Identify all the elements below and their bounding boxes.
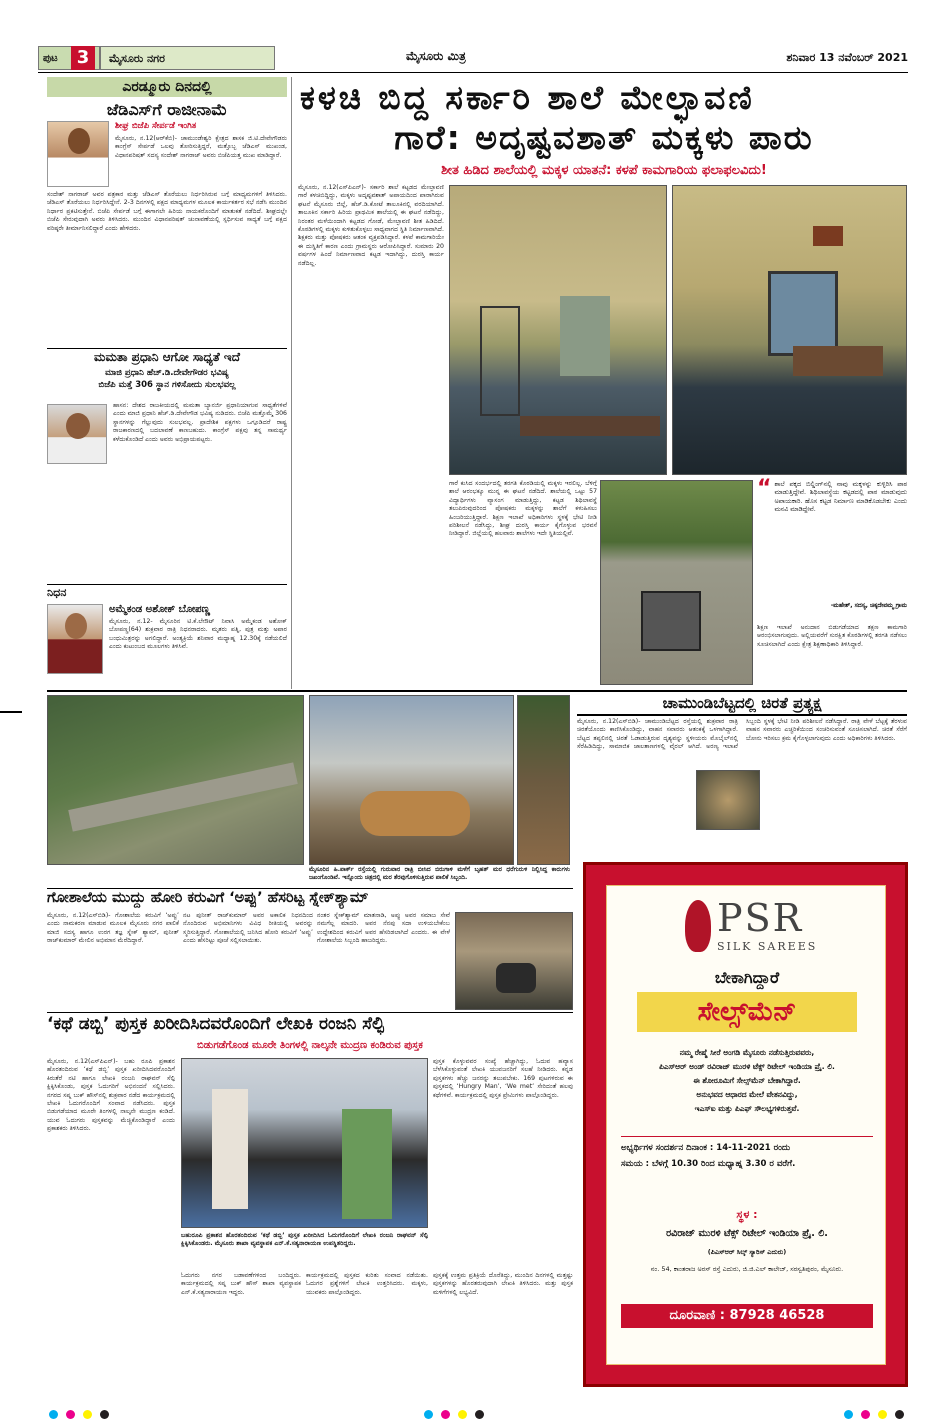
left-story: [47, 77, 287, 347]
book-photo-caption: ಬಹುರೂಪಿ ಪ್ರಕಾಶನ ಹೊರತಂದಿರುವ ‘ಕಥೆ ಡಬ್ಬಿ’ ಪುಸ್ತಕ ಖರೀದಿಸಿದ ಓದುಗರೊಂದಿಗೆ ಲೇಖಕಿ ರಂಜನಿ ರಾಘವನ್ ಸೆಲ್ಫಿ ಕ್ಲಿಕ್ಕಿಸಿಕೊಂಡರು. ಮೈಸೂರು ಶಾಖಾ ವ್ಯವಸ್ಥಾಪಕ ಎನ್.ಕೆ.ಸತ್ಯನಾರಾಯಣ ಉಪಸ್ಥಿತರಿದ್ದರು.: [181, 1232, 428, 1248]
ad-interview: [621, 1136, 873, 1169]
ad-place-name: ರವಿರಾಜ್ ಮುರಳಿ ಟೆಕ್ಸ್ ರಿಟೇಲ್ ಇಂಡಿಯಾ ಪ್ರೈ. ಲಿ.: [666, 1228, 828, 1239]
left-subhead: ಶೀಘ್ರ ಬಿಜೆಪಿ ಸೇರ್ಪಡೆ ಇಂಗಿತ: [115, 121, 197, 131]
storm-aerial-photo: [47, 695, 304, 865]
ad-desc-4: ಅನುಭವದ ಆಧಾರದ ಮೇಲೆ ವೇತನವಿದ್ದು,: [696, 1090, 798, 1099]
lead-headline-2: ಗಾರೆ: ಅದೃಷ್ಟವಶಾತ್ ಮಕ್ಕಳು ಪಾರು: [394, 118, 814, 157]
left-body-1: ಮೈಸೂರು, ನ.12(ಆರ್‌ಕೆಬಿ)- ಚಾಮುಂಡೇಶ್ವರಿ ಕ್ಷೇತ್ರದ ಶಾಸಕ ಜಿ.ಟಿ.ದೇವೇಗೌಡರು ಕಾಂಗ್ರೆಸ್ ಸೇರ್ಪಡೆ ಒಲವು ತೋರಿಸುತ್ತಿದ್ದರೆ, ಮತ್ತೊಬ್ಬ ಜೆಡಿಎಸ್ ಮುಖಂಡ, ವಿಧಾನಪರಿಷತ್ ಸದಸ್ಯ ಸಂದೇಶ್ ನಾಗರಾಜ್ ಅವರು ಬಿಜೆಪಿಯತ್ತ ಮುಖ ಮಾಡಿದ್ದಾರೆ.: [115, 135, 287, 159]
header-rule: [38, 72, 908, 73]
obituary-section: ನಿಧನ: [47, 586, 67, 599]
page-header: [38, 46, 908, 72]
hdk-headline: ಮಮತಾ ಪ್ರಧಾನಿ ಆಗೋ ಸಾಧ್ಯತೆ ಇದೆ: [94, 350, 240, 364]
calf-col-2: ನಟ ಪುನೀತ್ ರಾಜ್‌ಕುಮಾರ್ ಅವರ ಅಕಾಲಿಕ ನಿಧನದಿಂದ ನೊಂದಿರುವ ಅಭಿಮಾನಿಗಳು ವಿವಿಧ ರೀತಿಯಲ್ಲಿ ಅವರನ್ನು ಸ್ಮರಿಸುತ್ತಿದ್ದಾರೆ. ಗೋಶಾಲೆಯಲ್ಲಿ ಜನಿಸಿದ ಹೋರಿ ಕರುವಿಗೆ ‘ಅಪ್ಪು’ ಎಂದು ಹೆಸರಿಟ್ಟು ಪೂಜೆ ಸಲ್ಲಿಸಲಾಯಿತು.: [183, 912, 313, 945]
psr-logo-icon: [685, 900, 711, 952]
ad-place-label: ಸ್ಥಳ :: [736, 1208, 758, 1221]
ad-desc: [607, 1046, 887, 1116]
obituary: [47, 586, 287, 690]
ad-inner: [606, 885, 886, 1365]
classroom-photo-right: [672, 185, 907, 475]
obituary-photo: [47, 604, 103, 674]
politician-photo: [47, 121, 109, 187]
page-number-box: [38, 46, 100, 70]
ad-interview-date: ಅಭ್ಯರ್ಥಿಗಳ ಸಂದರ್ಶನ ದಿನಾಂಕ : 14-11-2021 ರಂದು: [621, 1143, 791, 1153]
book-col-5: ಪುಸ್ತಕಕ್ಕೆ ಉತ್ತಮ ಪ್ರತಿಕ್ರಿಯೆ ದೊರೆತಿದ್ದು, ಮುಂದಿನ ದಿನಗಳಲ್ಲಿ ಮತ್ತಷ್ಟು ಪುಸ್ತಕಗಳನ್ನು ಹೊರತರುವುದಾಗಿ ಲೇಖಕಿ ತಿಳಿಸಿದರು. ಮತ್ತು ಪುಸ್ತಕ ಮಳಿಗೆಗಳಲ್ಲಿ ಲಭ್ಯವಿದೆ.: [433, 1272, 573, 1296]
obituary-body: ಮೈಸೂರು, ನ.12- ಮೈಸೂರಿನ ಟಿ.ಕೆ.ಲೇಔಟ್ ನಿವಾಸಿ ಅಮ್ಮೆಕಂಡ ಅಶೋಕ್ ಬೋಪಣ್ಣ(64) ಶುಕ್ರವಾರ ರಾತ್ರಿ ನಿಧನರಾದರು. ಮೃತರು ಪತ್ನಿ, ಪುತ್ರ ಮತ್ತು ಅಪಾರ ಬಂಧುಮಿತ್ರರನ್ನು ಅಗಲಿದ್ದಾರೆ. ಅಂತ್ಯಕ್ರಿಯೆ ಶನಿವಾರ ಮಧ್ಯಾಹ್ನ 12.30ಕ್ಕೆ ನಡೆಯಲಿದೆ ಎಂದು ಕುಟುಂಬದ ಮೂಲಗಳು ತಿಳಿಸಿವೆ.: [109, 618, 287, 651]
quote-box: [757, 476, 907, 620]
left-kicker: ಎರಡ್ಮೂರು ದಿನದಲ್ಲಿ: [47, 77, 287, 97]
quote-mark-icon: “: [757, 476, 772, 501]
section-rule: [47, 1012, 573, 1013]
leopard-headline: ಚಾಮುಂಡಿಬೆಟ್ಟದಲ್ಲಿ ಚಿರತೆ ಪ್ರತ್ಯಕ್ಷ: [577, 694, 907, 716]
book-col-4: ಕಾರ್ಯಕ್ರಮದಲ್ಲಿ ಪುಸ್ತಕದ ಕುರಿತು ಸಂವಾದ ನಡೆಯಿತು. ಓದುಗರ ಪ್ರಶ್ನೆಗಳಿಗೆ ಲೇಖಕಿ ಉತ್ತರಿಸಿದರು. ಮಕ್ಕಳು, ಯುವಕರು ಪಾಲ್ಗೊಂಡಿದ್ದರು.: [306, 1272, 428, 1296]
leopard-body: ಮೈಸೂರು, ನ.12(ಎಸ್‌ಬಿಡಿ)- ಚಾಮುಂಡಿಬೆಟ್ಟದ ರಸ್ತೆಯಲ್ಲಿ ಶುಕ್ರವಾರ ರಾತ್ರಿ ಚಿರತೆಯೊಂದು ಕಾಣಿಸಿಕೊಂಡಿದ್ದು, ವಾಹನ ಸವಾರರು ಆತಂಕಕ್ಕೆ ಒಳಗಾಗಿದ್ದಾರೆ. ಬೆಟ್ಟದ ತಪ್ಪಲಿನಲ್ಲಿ ಚಿರತೆ ಓಡಾಡುತ್ತಿರುವ ದೃಶ್ಯವನ್ನು ಸ್ಥಳೀಯರು ಮೊಬೈಲ್‌ನಲ್ಲಿ ಸೆರೆಹಿಡಿದಿದ್ದು, ಸಾಮಾಜಿಕ ಜಾಲತಾಣಗಳಲ್ಲಿ ವೈರಲ್ ಆಗಿದೆ. ಅರಣ್ಯ ಇಲಾಖೆ ಸಿಬ್ಬಂದಿ ಸ್ಥಳಕ್ಕೆ ಭೇಟಿ ನೀಡಿ ಪರಿಶೀಲನೆ ನಡೆಸಿದ್ದಾರೆ. ರಾತ್ರಿ ವೇಳೆ ಬೆಟ್ಟಕ್ಕೆ ತೆರಳುವ ವಾಹನ ಸವಾರರು ಎಚ್ಚರಿಕೆಯಿಂದ ಸಂಚರಿಸುವಂತೆ ಸೂಚಿಸಲಾಗಿದೆ. ಚಿರತೆ ಸೆರೆಗೆ ಬೋನು ಇರಿಸಲು ಕ್ರಮ ಕೈಗೊಳ್ಳಲಾಗುವುದು ಎಂದು ಅಧಿಕಾರಿಗಳು ತಿಳಿಸಿದರು.: [577, 718, 907, 751]
calf-photo: [455, 912, 573, 1010]
lead-headline-1: ಕಳಚಿ ಬಿದ್ದ ಸರ್ಕಾರಿ ಶಾಲೆ ಮೇಲ್ಛಾವಣಿ: [300, 78, 755, 117]
hdk-bullet-2: ಬಿಜೆಪಿ ಮತ್ತೆ 306 ಸ್ಥಾನ ಗಳಿಸೋದು ಸುಲಭವಲ್ಲ: [98, 380, 236, 390]
registration-marks-right: [840, 1404, 908, 1423]
lead-col-2: ಗಾರೆ ಕುಸಿದ ಸಂದರ್ಭದಲ್ಲಿ ತರಗತಿ ಕೊಠಡಿಯಲ್ಲಿ ಮಕ್ಕಳು ಇರಲಿಲ್ಲ. ಬೆಳಿಗ್ಗೆ ಶಾಲೆ ಆರಂಭಕ್ಕೂ ಮುನ್ನ ಈ ಘಟನೆ ನಡೆದಿದೆ. ಶಾಲೆಯಲ್ಲಿ ಒಟ್ಟು 57 ವಿದ್ಯಾರ್ಥಿಗಳು ವ್ಯಾಸಂಗ ಮಾಡುತ್ತಿದ್ದು, ಕಟ್ಟಡ ಶಿಥಿಲಾವಸ್ಥೆ ತಲುಪಿರುವುದರಿಂದ ಪೋಷಕರು ಮಕ್ಕಳನ್ನು ಶಾಲೆಗೆ ಕಳುಹಿಸಲು ಹಿಂಜರಿಯುತ್ತಿದ್ದಾರೆ. ಶಿಕ್ಷಣ ಇಲಾಖೆ ಅಧಿಕಾರಿಗಳು ಸ್ಥಳಕ್ಕೆ ಭೇಟಿ ನೀಡಿ ಪರಿಶೀಲನೆ ನಡೆಸಿದ್ದು, ಶೀಘ್ರ ದುರಸ್ತಿ ಕಾರ್ಯ ಕೈಗೊಳ್ಳುವ ಭರವಸೆ ನೀಡಿದ್ದಾರೆ. ಜಿಲ್ಲೆಯಲ್ಲಿ ಹಲವಾರು ಶಾಲೆಗಳು ಇದೇ ಸ್ಥಿತಿಯಲ್ಲಿವೆ.: [449, 480, 597, 538]
ad-desc-3: ಈ ಶೋರೂಮಿಗೆ ಸೇಲ್ಸ್‌ಮೆನ್ ಬೇಕಾಗಿದ್ದಾರೆ.: [693, 1076, 801, 1085]
book-col-2: ಪುಸ್ತಕ ಕೊಳ್ಳುವವರ ಸಂಖ್ಯೆ ಹೆಚ್ಚಾಗಿದ್ದು, ಓದುವ ಹವ್ಯಾಸ ಬೆಳೆಸಿಕೊಳ್ಳುವಂತೆ ಲೇಖಕಿ ಯುವಜನರಿಗೆ ಸಲಹೆ ನೀಡಿದರು. ಕನ್ನಡ ಪುಸ್ತಕಗಳು ಹೆಚ್ಚು ಜನರನ್ನು ತಲುಪಬೇಕು. 169 ಪುಟಗಳಿರುವ ಈ ಪುಸ್ತಕದಲ್ಲಿ ‘Hungry Man’, ‘We met’ ಸೇರಿದಂತೆ ಹಲವು ಕಥೆಗಳಿವೆ. ಕಾರ್ಯಕ್ರಮದಲ್ಲಿ ಪುಸ್ತಕ ಪ್ರೇಮಿಗಳು ಪಾಲ್ಗೊಂಡಿದ್ದರು.: [433, 1058, 573, 1099]
left-headline: ಜೆಡಿಎಸ್‌ಗೆ ರಾಜೀನಾಮೆ: [106, 100, 228, 119]
ad-brand: PSR: [717, 896, 804, 940]
lead-col-1: ಮೈಸೂರು, ನ.12(ಎಸ್‌ಪಿಎನ್)- ಸರ್ಕಾರಿ ಶಾಲೆ ಕಟ್ಟಡದ ಮೇಲ್ಛಾವಣಿ ಗಾರೆ ಕಳಚಿಬಿದ್ದಿದ್ದು, ಮಕ್ಕಳು ಅದೃಷ್ಟವಶಾತ್ ಅಪಾಯದಿಂದ ಪಾರಾಗಿರುವ ಘಟನೆ ಮೈಸೂರು ಜಿಲ್ಲೆ, ಹೆಚ್.ಡಿ.ಕೋಟೆ ತಾಲೂಕಿನಲ್ಲಿ ವರದಿಯಾಗಿದೆ. ತಾಲೂಕಿನ ಸರ್ಕಾರಿ ಹಿರಿಯ ಪ್ರಾಥಮಿಕ ಶಾಲೆಯಲ್ಲಿ ಈ ಘಟನೆ ನಡೆದಿದ್ದು, ನಿರಂತರ ಮಳೆಯಿಂದಾಗಿ ಕಟ್ಟಡದ ಗೋಡೆ, ಮೇಲ್ಛಾವಣಿ ಶೀತ ಹಿಡಿದಿದೆ. ಕೊಠಡಿಗಳಲ್ಲಿ ಮಕ್ಕಳು ಕುಳಿತುಕೊಳ್ಳಲು ಸಾಧ್ಯವಾಗದ ಸ್ಥಿತಿ ನಿರ್ಮಾಣವಾಗಿದೆ. ಶಿಕ್ಷಕರು ಮತ್ತು ಪೋಷಕರು ಆತಂಕ ವ್ಯಕ್ತಪಡಿಸಿದ್ದಾರೆ. ಕಳಪೆ ಕಾಮಗಾರಿಯೇ ಈ ದುಸ್ಥಿತಿಗೆ ಕಾರಣ ಎಂದು ಗ್ರಾಮಸ್ಥರು ಆರೋಪಿಸಿದ್ದಾರೆ. ಸುಮಾರು 20 ವರ್ಷಗಳ ಹಿಂದೆ ನಿರ್ಮಾಣವಾದ ಕಟ್ಟಡ ಇದಾಗಿದ್ದು, ದುರಸ್ತಿ ಕಾರ್ಯ ನಡೆದಿಲ್ಲ.: [298, 184, 444, 267]
ad-phone-label: ದೂರವಾಣಿ :: [669, 1308, 725, 1323]
ad-desc-1: ನಮ್ಮ ರೇಷ್ಮೆ ಸೀರೆ ಅಂಗಡಿ ಮೈಸೂರು ನಡೆಸುತ್ತಿರುವವರು,: [679, 1048, 815, 1057]
lead-subhead: ಶೀತ ಹಿಡಿದ ಶಾಲೆಯಲ್ಲಿ ಮಕ್ಕಳ ಯಾತನೆ: ಕಳಪೆ ಕಾಮಗಾರಿಯ ಫಲಾಫಲವಿದು!: [441, 163, 767, 178]
ad-phone: 87928 46528: [729, 1308, 825, 1323]
margin-mark: [0, 711, 22, 713]
ad-place-sub: (ಪಿಎಸ್‌ಆರ್ ಸಿಲ್ಕ್ ಸ್ಯಾರಿಸ್ ಎದುರು): [707, 1248, 787, 1256]
classroom-photo-left: [449, 185, 667, 475]
psr-advertisement: [583, 862, 908, 1387]
crushed-car-photo: [309, 695, 514, 865]
book-col-1: ಮೈಸೂರು, ನ.12(ಎಸ್‌ಪಿಎನ್)- ಬಹು ರೂಪಿ ಪ್ರಕಾಶನ ಹೊರತಂದಿರುವ ‘ಕಥೆ ಡಬ್ಬಿ’ ಪುಸ್ತಕ ಖರೀದಿಸಿದವರೊಂದಿಗೆ ಕಿರುತೆರೆ ನಟಿ ಹಾಗೂ ಲೇಖಕಿ ರಂಜನಿ ರಾಘವನ್ ಸೆಲ್ಫಿ ಕ್ಲಿಕ್ಕಿಸಿಕೊಂಡು, ಪುಸ್ತಕ ಓದುಗರಿಗೆ ಅಭಿನಂದನೆ ಸಲ್ಲಿಸಿದರು. ನಗರದ ಸಪ್ನ ಬುಕ್ ಹೌಸ್‌ನಲ್ಲಿ ಶುಕ್ರವಾರ ನಡೆದ ಕಾರ್ಯಕ್ರಮದಲ್ಲಿ ಲೇಖಕಿ ಓದುಗರೊಂದಿಗೆ ಸಂವಾದ ನಡೆಸಿದರು. ಪುಸ್ತಕ ಬಿಡುಗಡೆಯಾದ ಮೂರೇ ತಿಂಗಳಲ್ಲಿ ನಾಲ್ಕನೇ ಮುದ್ರಣ ಕಂಡಿದೆ. ಯುವ ಓದುಗರು ಪುಸ್ತಕವನ್ನು ಮೆಚ್ಚಿಕೊಂಡಿದ್ದಾರೆ ಎಂದು ಪ್ರಕಾಶಕರು ತಿಳಿಸಿದರು.: [47, 1058, 175, 1133]
quote-text: ಶಾಲೆ ಪಕ್ಕದ ಬಿಲ್ಡಿಂಗ್‌ನಲ್ಲಿ ನಾವು ಮಕ್ಕಳನ್ನು ಕುಳ್ಳಿರಿಸಿ ಪಾಠ ಮಾಡುತ್ತಿದ್ದೇವೆ. ಶಿಥಿಲಾವಸ್ಥೆಯ ಕಟ್ಟಡದಲ್ಲಿ ಪಾಠ ಮಾಡುವುದು ಅಪಾಯಕಾರಿ. ಹೊಸ ಕಟ್ಟಡ ನಿರ್ಮಾಣ ಮಾಡಿಕೊಡಬೇಕು ಎಂದು ಮನವಿ ಮಾಡಿದ್ದೇವೆ.: [774, 480, 907, 514]
section-rule: [47, 690, 907, 692]
book-headline: ‘ಕಥೆ ಡಬ್ಬಿ’ ಪುಸ್ತಕ ಖರೀದಿಸಿದವರೊಂದಿಗೆ ಲೇಖಕಿ ರಂಜನಿ ಸೆಲ್ಫಿ: [47, 1014, 385, 1034]
paper-name: ಮೈಸೂರು ಮಿತ್ರ: [406, 49, 466, 63]
book-col-3: ಓದುಗರು ನಗರ ಬಡಾವಣೆಗಳಿಂದ ಬಂದಿದ್ದರು. ಕಾರ್ಯಕ್ರಮದಲ್ಲಿ ಸಪ್ನ ಬುಕ್ ಹೌಸ್ ಶಾಖಾ ವ್ಯವಸ್ಥಾಪಕ ಎನ್.ಕೆ.ಸತ್ಯನಾರಾಯಣ ಇದ್ದರು.: [181, 1272, 301, 1296]
issue-date: ಶನಿವಾರ 13 ನವೆಂಬರ್ 2021: [786, 51, 908, 64]
storm-caption: ಮೈಸೂರಿನ ಹಿ.ಪಾರ್ಕ್ ರಸ್ತೆಯಲ್ಲಿ ಗುರುವಾರ ರಾತ್ರಿ ಬೀಸಿದ ಬಿರುಗಾಳಿ ಮಳೆಗೆ ಬೃಹತ್ ಮರ ಧರೆಗುರುಳಿ ನಿಲ್ಲಿಸಿದ್ದ ಕಾರುಗಳು ಜಖಂಗೊಂಡಿವೆ. ಇನ್ನೊಂದು ಚಿತ್ರದಲ್ಲಿ ಮರ ತೆರವುಗೊಳಿಸುತ್ತಿರುವ ಪಾಲಿಕೆ ಸಿಬ್ಬಂದಿ.: [309, 866, 570, 882]
section-box: [100, 46, 275, 70]
lead-col-4: ಶಿಕ್ಷಣ ಇಲಾಖೆ ಅನುದಾನ ಬಿಡುಗಡೆಯಾದ ತಕ್ಷಣ ಕಾಮಗಾರಿ ಆರಂಭಿಸಲಾಗುವುದು. ಅಲ್ಲಿಯವರೆಗೆ ಸುರಕ್ಷಿತ ಕೊಠಡಿಗಳಲ್ಲಿ ತರಗತಿ ನಡೆಸಲು ಸೂಚಿಸಲಾಗಿದೆ ಎಂದು ಕ್ಷೇತ್ರ ಶಿಕ್ಷಣಾಧಿಕಾರಿ ತಿಳಿಸಿದ್ದಾರೆ.: [757, 624, 907, 648]
calf-col-1: ಮೈಸೂರು, ನ.12(ಎಸ್‌ಬಿಡಿ)- ಗೋಶಾಲೆಯ ಕರುವಿಗೆ ‘ಅಪ್ಪು’ ಎಂದು ನಾಮಕರಣ ಮಾಡುವ ಮೂಲಕ ಮೈಸೂರು ನಗರ ಪಾಲಿಕೆ ಮಾಜಿ ಸದಸ್ಯ ಹಾಗೂ ಉರಗ ತಜ್ಞ ಸ್ನೇಕ್ ಶ್ಯಾಮ್, ಪುನೀತ್ ರಾಜ್‌ಕುಮಾರ್ ಮೇಲಿನ ಅಭಿಮಾನ ಮೆರೆದಿದ್ದಾರೆ.: [47, 912, 179, 945]
book-subhead: ಬಿಡುಗಡೆಗೊಂಡ ಮೂರೇ ತಿಂಗಳಲ್ಲಿ ನಾಲ್ಕನೇ ಮುದ್ರಣ ಕಂಡಿರುವ ಪುಸ್ತಕ: [197, 1040, 423, 1051]
page-number: 3: [71, 46, 95, 70]
hdk-story: [47, 350, 287, 582]
ad-interview-time: ಸಮಯ : ಬೆಳಗ್ಗೆ 10.30 ರಿಂದ ಮಧ್ಯಾಹ್ನ 3.30 ರ ವರೆಗೆ.: [621, 1159, 796, 1169]
ad-phone-bar: [621, 1304, 873, 1328]
tree-clearing-photo: [517, 695, 570, 865]
ad-title: ಸೇಲ್ಸ್‌ಮೆನ್: [637, 992, 857, 1032]
calf-headline: ಗೋಶಾಲೆಯ ಮುದ್ದು ಹೋರಿ ಕರುವಿಗೆ ‘ಅಪ್ಪು’ ಹೆಸರಿಟ್ಟ ಸ್ನೇಕ್‌ಶ್ಯಾಮ್: [47, 890, 369, 906]
divider: [47, 584, 287, 585]
ad-wanted: ಬೇಕಾಗಿದ್ದಾರೆ: [714, 968, 780, 987]
section-rule: [47, 888, 573, 889]
ad-desc-2: ಪಿಎಸ್‌ಆರ್ ಅಂಡ್ ರವಿರಾಜ್ ಮುರಳಿ ಟೆಕ್ಸ್ ರಿಟೇಲ್ ಇಂಡಿಯಾ ಪ್ರೈ. ಲಿ.: [659, 1062, 835, 1071]
left-body-2: ಸಂದೇಶ್ ನಾಗರಾಜ್ ಅವರ ಪತ್ರಕಾರ ಮತ್ತು ಜೆಡಿಎಸ್ ತೊರೆಯಲು ನಿರ್ಧರಿಸಿರುವ ಬಗ್ಗೆ ಮಾಧ್ಯಮಗಳಿಗೆ ತಿಳಿಸಿದರು. ಜೆಡಿಎಸ್ ತೊರೆಯಲು ನಿರ್ಧರಿಸಿದ್ದೇನೆ. 2-3 ದಿನಗಳಲ್ಲಿ ಪಕ್ಷದ ಮಾಧ್ಯಮಗಳ ಮೂಲಕ ಕಾರ್ಯಕರ್ತರ ಸಭೆ ನಡೆಸಿ ಮುಂದಿನ ನಿರ್ಧಾರ ಪ್ರಕಟಿಸುತ್ತೇನೆ. ಬಿಜೆಪಿ ಸೇರ್ಪಡೆ ಬಗ್ಗೆ ಈಗಾಗಲೇ ಹಿರಿಯ ನಾಯಕರೊಂದಿಗೆ ಮಾತುಕತೆ ನಡೆದಿದೆ. ಶೀಘ್ರದಲ್ಲೇ ಬಿಜೆಪಿ ಸೇರುವುದಾಗಿ ಅವರು ತಿಳಿಸಿದರು. ಮುಂದಿನ ವಿಧಾನಪರಿಷತ್ ಚುನಾವಣೆಯಲ್ಲಿ ಸ್ಪರ್ಧಿಸುವ ಸಾಧ್ಯತೆ ಬಗ್ಗೆ ಪಕ್ಷದ ವರಿಷ್ಠರೇ ತೀರ್ಮಾನಿಸಲಿದ್ದಾರೆ ಎಂದು ಹೇಳಿದರು.: [47, 191, 287, 232]
registration-marks-left: [45, 1404, 113, 1423]
divider: [47, 348, 287, 349]
quote-author: -ಮಹೇಶ್, ಸದಸ್ಯ, ಚಿಕ್ಕದೇವಮ್ಮ ಗ್ರಾಮ: [830, 602, 907, 609]
ad-address: ನಂ. 54, ಕಾಂತರಾಜ ಅರಸ್ ರಸ್ತೆ ಎದುರು, ಜಿ.ಜಿ.ಎಲ್ ಕಾಲೇಜ್, ಸರಸ್ವತಿಪುರಂ, ಮೈಸೂರು.: [650, 1265, 844, 1273]
ad-desc-5: ಇಎಸ್‌ಐ ಮತ್ತು ಪಿಎಫ್ ಸೌಲಭ್ಯಗಳಿರುತ್ತವೆ.: [694, 1104, 800, 1113]
registration-marks-center: [420, 1404, 488, 1423]
calf-col-3: ನಂತರ ಸ್ನೇಕ್‌ಶ್ಯಾಮ್ ಮಾತನಾಡಿ, ಅಪ್ಪು ಅವರ ಸಮಾಜ ಸೇವೆ ನಮಗೆಲ್ಲ ಮಾದರಿ. ಅವರ ನೆನಪು ಸದಾ ಉಳಿಯಬೇಕೆಂಬ ಉದ್ದೇಶದಿಂದ ಕರುವಿಗೆ ಅವರ ಹೆಸರಿಡಲಾಗಿದೆ ಎಂದರು. ಈ ವೇಳೆ ಗೋಶಾಲೆಯ ಸಿಬ್ಬಂದಿ ಹಾಜರಿದ್ದರು.: [317, 912, 450, 945]
obituary-name: ಅಮ್ಮೆಕಂಡ ಅಶೋಕ್ ಬೋಪಣ್ಣ: [109, 604, 210, 615]
deve-gowda-photo: [47, 404, 107, 464]
section-name: ಮೈಸೂರು ನಗರ: [109, 52, 165, 65]
leopard-photo: [696, 770, 760, 830]
school-building-photo: [600, 480, 753, 685]
hdk-bullet-1: ಮಾಜಿ ಪ್ರಧಾನಿ ಹೆಚ್.ಡಿ.ದೇವೇಗೌಡರ ಭವಿಷ್ಯ: [105, 368, 229, 378]
column-rule: [291, 77, 292, 689]
ad-brand-sub: SILK SAREES: [717, 940, 818, 953]
book-event-photo: [181, 1058, 428, 1228]
hdk-body: ಹಾಸನ: ದೇಶದ ರಾಜಕೀಯದಲ್ಲಿ ಮಮತಾ ಬ್ಯಾನರ್ಜಿ ಪ್ರಧಾನಿಯಾಗುವ ಸಾಧ್ಯತೆಗಳಿವೆ ಎಂದು ಮಾಜಿ ಪ್ರಧಾನಿ ಹೆಚ್.ಡಿ.ದೇವೇಗೌಡ ಭವಿಷ್ಯ ನುಡಿದರು. ಬಿಜೆಪಿ ಮತ್ತೊಮ್ಮೆ 306 ಸ್ಥಾನಗಳನ್ನು ಗೆಲ್ಲುವುದು ಸುಲಭವಲ್ಲ. ಪ್ರಾದೇಶಿಕ ಪಕ್ಷಗಳು ಒಗ್ಗೂಡಿದರೆ ರಾಷ್ಟ್ರ ರಾಜಕಾರಣದಲ್ಲಿ ಬದಲಾವಣೆ ಕಾಣಬಹುದು. ಕಾಂಗ್ರೆಸ್ ಪಕ್ಷವು ತನ್ನ ಸಾಮರ್ಥ್ಯ ಕಳೆದುಕೊಂಡಿದೆ ಎಂದು ಅವರು ಅಭಿಪ್ರಾಯಪಟ್ಟರು.: [113, 402, 287, 443]
page-label: ಪುಟ: [43, 53, 58, 64]
